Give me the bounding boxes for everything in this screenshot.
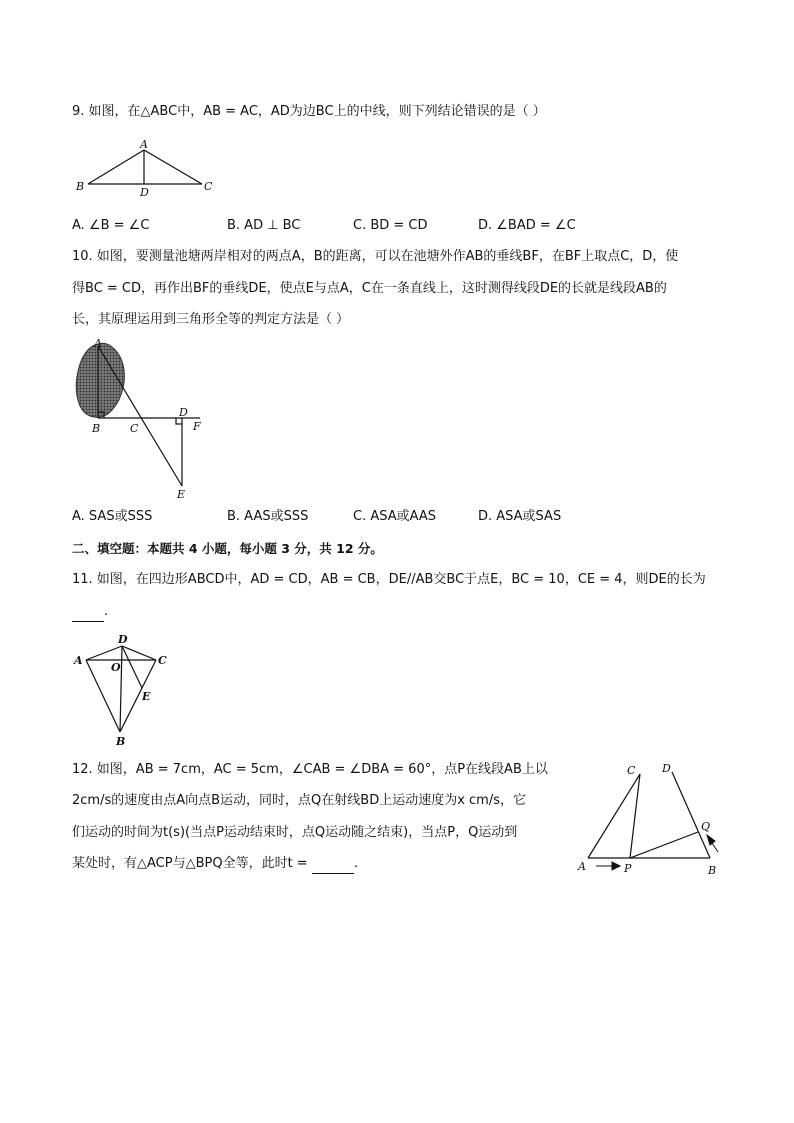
q9-label-b: B xyxy=(76,180,85,193)
section-title: 二、填空题：本题共 4 小题，每小题 3 分，共 12 分。 xyxy=(72,541,383,556)
q10-stem-line2: 得BC = CD，再作出BF的垂线DE，使点E与点A，C在一条直线上，这时测得线段DE的长就是线段AB的 xyxy=(72,281,667,296)
q10-option-a[interactable]: A. SAS或SSS xyxy=(72,509,153,524)
q9-label-d: D xyxy=(140,186,149,199)
q11-label-a: A xyxy=(74,654,83,667)
q9-stem: 9. 如图，在△ABC中，AB = AC，AD为边BC上的中线，则下列结论错误的是（ ） xyxy=(72,104,546,119)
q11-label-o: O xyxy=(111,661,121,674)
q9-label-a: A xyxy=(140,138,148,151)
q11-answer-line xyxy=(72,602,108,622)
q12-figure xyxy=(574,758,724,880)
q11-figure xyxy=(72,630,172,748)
q11-period: . xyxy=(104,604,109,619)
q10-option-d[interactable]: D. ASA或SAS xyxy=(478,509,562,524)
q9-option-b[interactable]: B. AD ⊥ BC xyxy=(227,218,301,233)
q11-label-e: E xyxy=(142,690,151,703)
q12-answer-blank[interactable] xyxy=(312,873,354,874)
q10-label-e: E xyxy=(177,488,186,501)
q12-stem-line4: 某处时，有△ACP与△BPQ全等，此时t = xyxy=(72,856,308,871)
q11-label-c: C xyxy=(158,654,167,667)
q9-option-c[interactable]: C. BD = CD xyxy=(353,218,428,233)
q10-label-b: B xyxy=(92,422,101,435)
q12-stem-line1: 12. 如图，AB = 7cm，AC = 5cm，∠CAB = ∠DBA = 60°，点P在线段AB上以 xyxy=(72,762,548,777)
q12-label-q: Q xyxy=(701,820,711,833)
q10-stem-line3: 长，其原理运用到三角形全等的判定方法是（ ） xyxy=(72,312,350,327)
q12-label-a: A xyxy=(578,860,586,873)
q10-label-f: F xyxy=(193,420,201,433)
q10-option-c[interactable]: C. ASA或AAS xyxy=(353,509,437,524)
q9-option-d[interactable]: D. ∠BAD = ∠C xyxy=(478,218,576,233)
q12-period: . xyxy=(353,856,358,871)
q10-label-c: C xyxy=(130,422,139,435)
q9-option-a[interactable]: A. ∠B = ∠C xyxy=(72,218,150,233)
q12-label-p: P xyxy=(624,862,632,875)
q9-figure xyxy=(70,138,220,200)
q12-label-b: B xyxy=(708,864,717,877)
q12-answer-line xyxy=(72,854,358,874)
q10-label-d: D xyxy=(179,406,188,419)
pond-shape xyxy=(76,343,124,417)
q11-label-b: B xyxy=(116,735,126,748)
q12-stem-line2: 2cm/s的速度由点A向点B运动，同时，点Q在射线BD上运动速度为x cm/s，它 xyxy=(72,793,526,808)
q10-label-a: A xyxy=(94,337,102,350)
q11-stem-line1: 11. 如图，在四边形ABCD中，AD = CD，AB = CB，DE//AB交BC于点E，BC = 10，CE = 4，则DE的长为 xyxy=(72,572,706,587)
q10-figure xyxy=(70,336,210,502)
q12-label-d: D xyxy=(662,762,671,775)
q10-option-b[interactable]: B. AAS或SSS xyxy=(227,509,309,524)
q11-label-d: D xyxy=(118,633,128,646)
q12-label-c: C xyxy=(627,764,636,777)
q9-label-c: C xyxy=(204,180,213,193)
q10-stem-line1: 10. 如图，要测量池塘两岸相对的两点A，B的距离，可以在池塘外作AB的垂线BF，在BF上取点C，D，使 xyxy=(72,249,679,264)
q11-answer-blank[interactable] xyxy=(72,621,104,622)
q12-stem-line3: 们运动的时间为t(s)(当点P运动结束时，点Q运动随之结束)，当点P，Q运动到 xyxy=(72,825,518,840)
